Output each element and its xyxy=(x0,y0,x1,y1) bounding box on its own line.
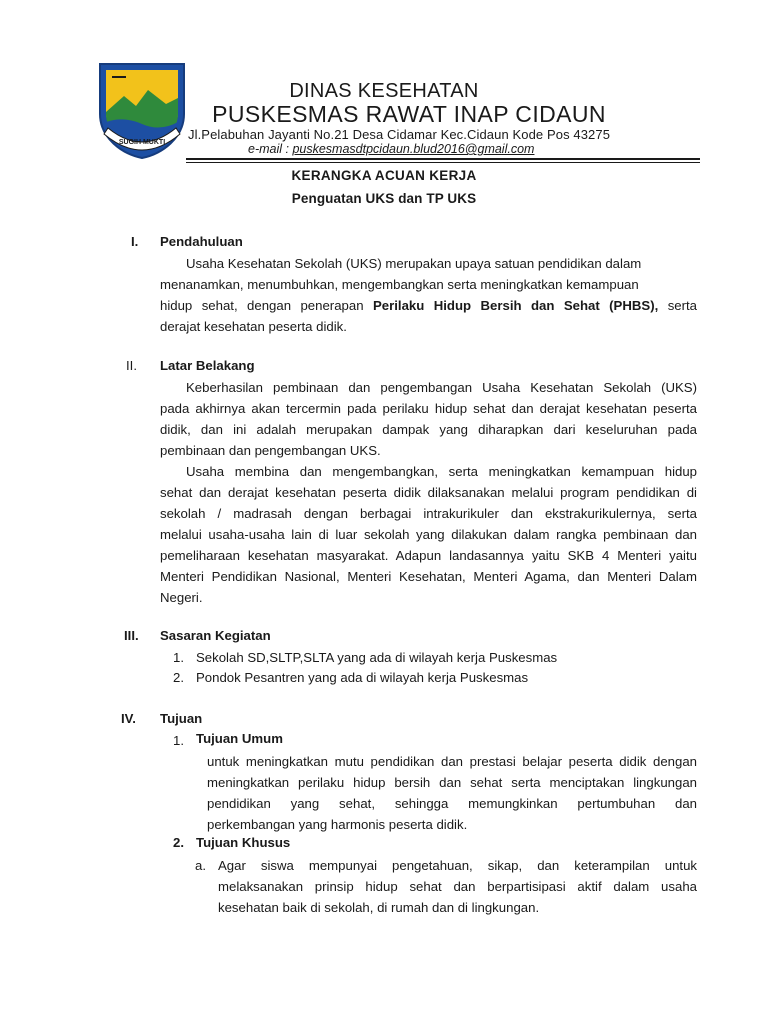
sub-item-number: 2. xyxy=(173,835,184,850)
email-label: e-mail : xyxy=(248,142,293,156)
text-line: Keberhasilan pembinaan dan pengembangan Usaha Kesehatan Sekolah (UKS) xyxy=(186,380,697,395)
header-divider-thick xyxy=(186,158,700,160)
sub-heading-tujuan-khusus: Tujuan Khusus xyxy=(196,835,291,850)
phbs-bold-text: Perilaku Hidup Bersih dan Sehat (PHBS), xyxy=(372,298,659,313)
text-line: Usaha Kesehatan Sekolah (UKS) merupakan upaya satuan pendidikan dalam xyxy=(186,256,642,271)
text-line: pada akhirnya akan tercermin pada perilaku hidup sehat dan derajat kesehatan peserta xyxy=(160,401,697,416)
text-line: serta xyxy=(658,298,698,313)
facility-name: PUSKESMAS RAWAT INAP CIDAUN xyxy=(212,101,606,127)
address-line: Jl.Pelabuhan Jayanti No.21 Desa Cidamar Kec.Cidaun Kode Pos 43275 xyxy=(188,127,611,142)
text-line: pemeliharaan kesehatan masyarakat. Adapun landasannya yaitu SKB 4 Menteri yaitu xyxy=(160,548,697,563)
text-line: derajat kesehatan peserta didik. xyxy=(160,319,347,334)
logo-motto-text: SUGIH MUKTI xyxy=(118,139,166,146)
tujuan-khusus-item-a xyxy=(218,855,697,918)
text-line: pendidikan yang sehat, sehingga memungkinkan pertumbuhan dan xyxy=(207,796,697,811)
list-item: Pondok Pesantren yang ada di wilayah kerja Puskesmas xyxy=(196,670,529,685)
text-line: Usaha membina dan mengembangkan, serta meningkatkan kemampuan hidup xyxy=(186,464,697,479)
section-heading-sasaran-kegiatan: Sasaran Kegiatan xyxy=(160,628,271,643)
section-number-4: IV. xyxy=(121,711,136,726)
text-line: melalui usaha-usaha lain di luar sekolah yang dilakukan dalam rangka pembinaan dan xyxy=(160,527,697,542)
section-body-latar-belakang xyxy=(160,377,697,608)
alpha-item-marker: a. xyxy=(195,858,206,873)
text-line: pembinaan dan pengembangan UKS. xyxy=(160,443,381,458)
email-line xyxy=(248,142,534,156)
text-line: melaksanakan prinsip hidup sehat dan berpartisipasi aktif dalam usaha xyxy=(218,879,697,894)
sub-heading-tujuan-umum: Tujuan Umum xyxy=(196,731,283,746)
list-item-number: 2. xyxy=(173,670,184,685)
list-item-number: 1. xyxy=(173,650,184,665)
text-line: meningkatkan perilaku hidup bersih dan sehat serta menciptakan lingkungan xyxy=(207,775,697,790)
email-link[interactable]: puskesmasdtpcidaun.blud2016@gmail.com xyxy=(292,142,535,156)
text-line: kesehatan baik di sekolah, di rumah dan di lingkungan. xyxy=(218,900,540,915)
document-subtitle: Penguatan UKS dan TP UKS xyxy=(291,191,477,206)
text-line: Agar siswa mempunyai pengetahuan, sikap, dan keterampilan untuk xyxy=(218,858,697,873)
tujuan-umum-body xyxy=(207,751,697,835)
header-divider-thin xyxy=(186,162,700,163)
list-item: Sekolah SD,SLTP,SLTA yang ada di wilayah kerja Puskesmas xyxy=(196,650,558,665)
sub-item-number: 1. xyxy=(173,733,184,748)
text-line: didik, dan ini adalah merupakan dampak yang diharapkan dari keseluruhan pada xyxy=(160,422,697,437)
text-line: hidup sehat, dengan penerapan xyxy=(160,298,364,313)
document-title: KERANGKA ACUAN KERJA xyxy=(291,168,477,183)
agency-name: DINAS KESEHATAN xyxy=(289,80,479,102)
section-heading-tujuan: Tujuan xyxy=(160,711,203,726)
section-heading-pendahuluan: Pendahuluan xyxy=(160,234,243,249)
section-number-2: II. xyxy=(126,358,137,373)
text-line: Menteri Pendidikan Nasional, Menteri Kesehatan, Menteri Agama, dan Menteri Dalam xyxy=(160,569,697,584)
section-body-pendahuluan xyxy=(160,253,697,337)
section-number-3: III. xyxy=(124,628,139,643)
text-line: sekolah / madrasah dengan berbagai intrakurikuler dan ekstrakurikulernya, serta xyxy=(160,506,697,521)
section-heading-latar-belakang: Latar Belakang xyxy=(160,358,255,373)
section-number-1: I. xyxy=(131,234,139,249)
text-line: menanamkan, menumbuhkan, mengembangkan serta meningkatkan kemampuan xyxy=(160,277,639,292)
text-line: perkembangan yang harmonis peserta didik. xyxy=(207,817,468,832)
text-line: sehat dan derajat kesehatan peserta didik dilaksanakan melalui program pendidikan di xyxy=(160,485,697,500)
text-line: untuk meningkatkan mutu pendidikan dan prestasi belajar peserta didik dengan xyxy=(207,754,697,769)
text-line: Negeri. xyxy=(160,590,203,605)
